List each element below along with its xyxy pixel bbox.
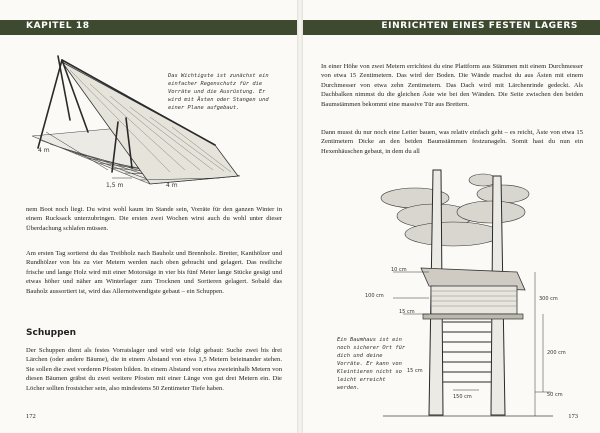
left-page bbox=[0, 0, 297, 433]
page-number-right: 173 bbox=[568, 413, 578, 420]
dim-label-150cm: 150 cm bbox=[453, 394, 472, 400]
dim-label-10cm: 10 cm bbox=[391, 267, 407, 273]
dim-label-200cm: 200 cm bbox=[547, 350, 566, 356]
dim-label-300cm: 300 cm bbox=[539, 296, 558, 302]
dim-label-length: 4 m bbox=[166, 182, 178, 189]
figure-caption-tarp: Das Wichtigste ist zunächst ein einfacher Regenschutz für die Vorräte und die Ausrüstung. Er wird mit Ästen oder Stangen und einer Plane aufgebaut. bbox=[168, 73, 269, 111]
page-number-left: 172 bbox=[26, 413, 36, 420]
dim-label-15cm-bottom: 15 cm bbox=[407, 368, 423, 374]
section-header: EINRICHTEN EINES FESTEN LAGERS bbox=[381, 21, 578, 31]
dim-label-height: 4 m bbox=[38, 147, 50, 154]
paragraph: Dann musst du nur noch eine Leiter bauen, was relativ einfach geht – es reicht, Äste von etwa 15 Zentimetern Dicke an den beiden Baumstämmen festzunageln. Somit hast du nun ein Hexenhäuschen gebaut, in dem du all bbox=[321, 129, 583, 155]
section-heading: Schuppen bbox=[26, 328, 77, 338]
dim-label-pole: 1,5 m bbox=[106, 182, 124, 189]
paragraph: nem Boot noch liegt. Du wirst wohl kaum im Stande sein, Vorräte für den ganzen Winter in einem Rucksack unterzubringen. Die ersten zwei Wochen wirst auch du wohl unter dieser Überdachung schlafen müssen. bbox=[26, 206, 282, 232]
figure-caption-treehouse: Ein Baumhaus ist ein noch sicherer Ort für dich und deine Vorräte. Er kann von Kleintieren nicht so leicht erreicht werden. bbox=[337, 337, 406, 391]
right-page bbox=[303, 0, 600, 433]
dim-label-15cm-top: 15 cm bbox=[399, 309, 415, 315]
dim-label-100cm: 100 cm bbox=[365, 293, 384, 299]
paragraph: Der Schuppen dient als festes Vorratslager und wird wie folgt gebaut: Suche zwei bis drei Lärchen (oder andere Bäume), die in einem Abstand von etwa 1,5 Metern beieinander stehen. Sie sollen die zwei vorderen Pfosten bilden. In einem Abstand von etwa zweieinhalb Metern von diesen Bäumen gräbst du zwei weitere Pfosten mit einer Länge von gut drei Metern ein. Die Löcher sollten frostsicher sein, also mindestens 50 Zentimeter Tiefe haben. bbox=[26, 347, 282, 392]
paragraph: Am ersten Tag sortierst du das Treibholz nach Bauholz und Brennholz. Bretter, Kanthölzer und Rundhölzer von bis zu vier Metern werden nach oben gebracht und gelagert. Das restliche frische und lange Holz wird mit einer Motorsäge in vier bis fünf Meter lange Stücke gesägt und etwas höher und näher am Winterlager zum Trocknen und Sortieren gelagert. Sobald das Bauholz aussortiert ist, wird das Allernotwendigste gebaut – ein Schuppen. bbox=[26, 250, 282, 295]
dim-label-50cm: 50 cm bbox=[547, 392, 563, 398]
paragraph: In einer Höhe von zwei Metern errichtest du eine Plattform aus Stämmen mit einem Durchmesser von etwa 15 Zentimetern. Das wird der Boden. Die Wände machst du aus Ästen mit einem Durchmesser von etwa zehn Zentimetern. Das Dach wird mit Lärchenrinde gedeckt. Als Dachbalken nimmst du die gleichen Äste wie bei den Wänden. Die Seite zwischen den beiden Baumstämmen bekommt eine massive Tür aus Brettern. bbox=[321, 63, 583, 108]
chapter-header: KAPITEL 18 bbox=[26, 21, 90, 31]
